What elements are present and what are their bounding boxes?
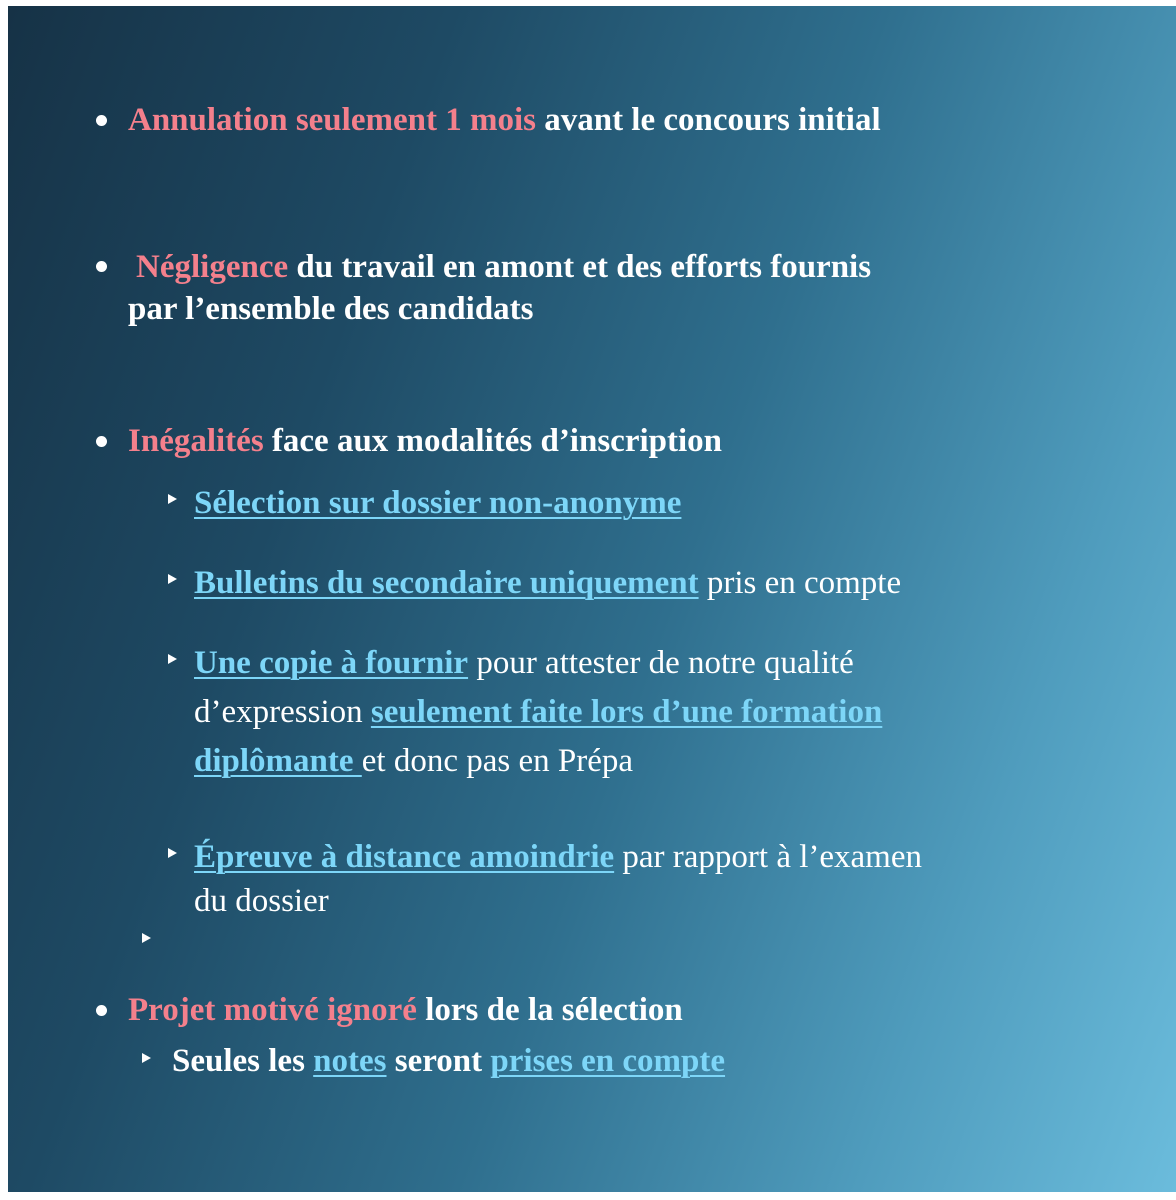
sub-bullet-arrow-icon	[168, 848, 177, 858]
sub-item-bulletins	[194, 559, 901, 607]
sub-item-text: Seules les	[172, 1043, 314, 1079]
sub-item-copie-line3	[194, 737, 633, 785]
bullet-text: du travail en amont et des efforts fournis	[288, 249, 872, 285]
sub-bullet-arrow-icon	[168, 494, 177, 504]
bullet-highlight: Inégalités	[128, 423, 264, 459]
bullet-dot-icon	[96, 436, 107, 447]
sub-item-text: d’expression	[194, 694, 371, 730]
bullet-text: lors de la sélection	[416, 992, 683, 1028]
sub-item-text: par rapport à l’examen	[614, 839, 922, 875]
sub-item-link[interactable]: seulement faite lors d’une formation	[370, 694, 883, 730]
sub-item-link[interactable]: prises en compte	[490, 1043, 726, 1079]
bullet-highlight: Projet motivé ignoré	[128, 992, 417, 1028]
bullet-projet	[128, 989, 683, 1031]
bullet-text: avant le concours initial	[535, 102, 881, 138]
bullet-dot-icon	[96, 1005, 107, 1016]
sub-item-copie	[194, 639, 854, 687]
sub-bullet-arrow-icon	[142, 1053, 151, 1063]
sub-item-link[interactable]: Une copie à fournir	[194, 645, 469, 681]
sub-item-link[interactable]: diplômante	[194, 743, 362, 779]
bullet-inegalites	[128, 420, 722, 462]
sub-item-notes	[172, 1040, 725, 1082]
sub-item-epreuve-line2: du dossier	[194, 883, 329, 919]
sub-bullet-arrow-icon	[168, 574, 177, 584]
sub-item-link[interactable]: Bulletins du secondaire uniquement	[194, 565, 699, 601]
sub-bullet-arrow-icon	[142, 933, 151, 943]
sub-item-text: et donc pas en Prépa	[361, 743, 634, 779]
bullet-negligence-line2: par l’ensemble des candidats	[128, 291, 534, 327]
bullet-text: face aux modalités d’inscription	[263, 423, 722, 459]
sub-item-selection	[194, 479, 681, 527]
bullet-dot-icon	[96, 261, 107, 272]
sub-item-text: pris en compte	[698, 565, 902, 601]
bullet-highlight: Négligence	[136, 249, 289, 285]
bullet-highlight: Annulation seulement 1 mois	[128, 102, 536, 138]
sub-item-link[interactable]: Épreuve à distance amoindrie	[194, 839, 615, 875]
sub-item-copie-line2	[194, 688, 882, 736]
sub-item-link[interactable]: notes	[313, 1043, 387, 1079]
sub-item-text: seront	[386, 1043, 491, 1079]
slide-background	[8, 6, 1176, 1192]
sub-bullet-arrow-icon	[168, 654, 177, 664]
sub-item-link[interactable]: Sélection sur dossier non-anonyme	[194, 485, 682, 521]
sub-item-epreuve	[194, 833, 922, 881]
sub-item-text: pour attester de notre qualité	[468, 645, 854, 681]
bullet-annulation	[128, 99, 881, 141]
bullet-dot-icon	[96, 115, 107, 126]
bullet-negligence	[136, 246, 871, 288]
